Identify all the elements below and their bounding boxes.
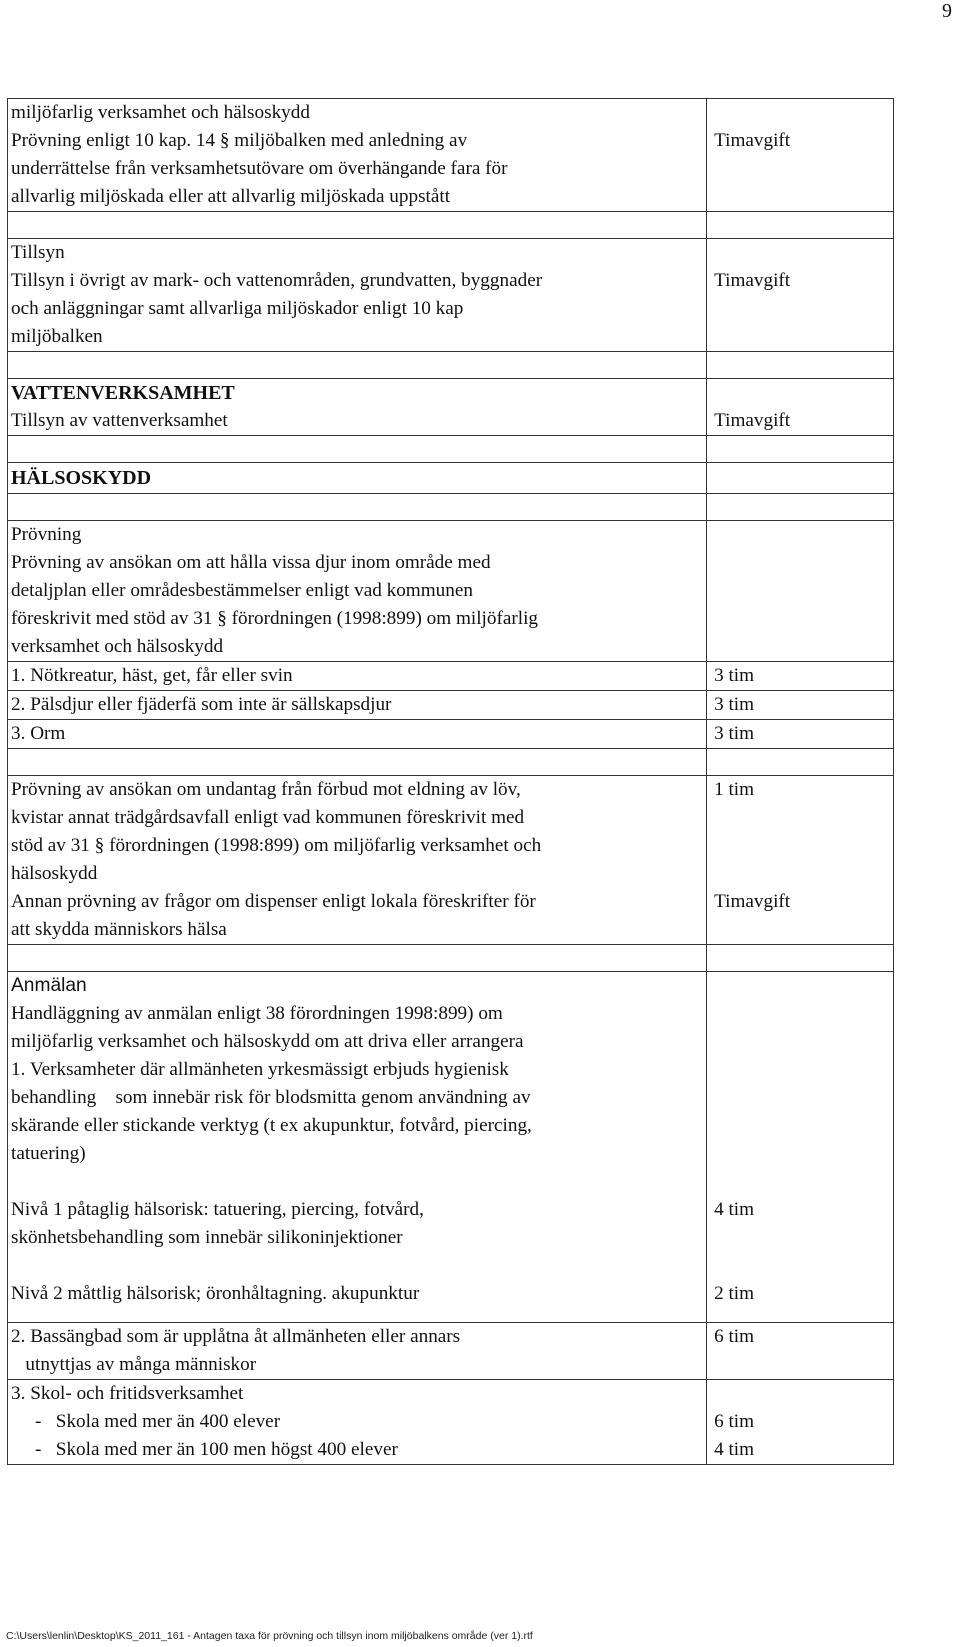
table-row bbox=[8, 379, 894, 436]
text-line: Prövning enligt 10 kap. 14 § miljöbalken med anledning av bbox=[11, 130, 468, 151]
fee-value: 6 tim bbox=[714, 1326, 755, 1347]
description-cell bbox=[8, 521, 707, 662]
fee-cell bbox=[707, 1323, 894, 1380]
fee-cell bbox=[707, 99, 894, 212]
text-line: underrättelse från verksamhetsutövare om överhängande fara för bbox=[11, 158, 508, 179]
fee-value: 6 tim bbox=[714, 1411, 755, 1432]
section-heading: VATTENVERKSAMHET bbox=[11, 382, 235, 404]
empty-row bbox=[8, 352, 894, 379]
fee-value: Timavgift bbox=[714, 130, 791, 151]
fee-cell bbox=[707, 720, 894, 749]
text-line: kvistar annat trädgårdsavfall enligt vad kommunen föreskrivit med bbox=[11, 807, 525, 828]
text-line: Tillsyn i övrigt av mark- och vattenområden, grundvatten, byggnader bbox=[11, 270, 543, 291]
text-line: allvarlig miljöskada eller att allvarlig miljöskada uppstått bbox=[11, 186, 451, 207]
fee-cell bbox=[707, 1380, 894, 1465]
fee-value: 3 tim bbox=[714, 665, 755, 686]
text-line: verksamhet och hälsoskydd bbox=[11, 636, 224, 657]
table-row bbox=[8, 776, 894, 945]
description-cell bbox=[8, 463, 707, 494]
fee-value: Timavgift bbox=[714, 270, 791, 291]
fee-cell bbox=[707, 521, 894, 662]
fee-table bbox=[7, 98, 894, 1465]
list-item: 3. Orm bbox=[11, 723, 66, 744]
fee-value: 4 tim bbox=[714, 1199, 755, 1220]
text-line: Nivå 2 måttlig hälsorisk; öronhåltagning. akupunktur bbox=[11, 1283, 420, 1304]
section-heading: HÄLSOSKYDD bbox=[11, 467, 152, 489]
fee-cell bbox=[707, 379, 894, 436]
fee-value: 2 tim bbox=[714, 1283, 755, 1304]
text-line: Prövning av ansökan om undantag från förbud mot eldning av löv, bbox=[11, 779, 521, 800]
fee-cell bbox=[707, 776, 894, 945]
description-cell bbox=[8, 1380, 707, 1465]
description-cell bbox=[8, 776, 707, 945]
fee-value: Timavgift bbox=[714, 891, 791, 912]
table-row bbox=[8, 1380, 894, 1465]
description-cell bbox=[8, 972, 707, 1323]
table-row bbox=[8, 720, 894, 749]
text-line: Annan prövning av frågor om dispenser enligt lokala föreskrifter för bbox=[11, 891, 536, 912]
text-line: Handläggning av anmälan enligt 38 förordningen 1998:899) om bbox=[11, 1003, 503, 1024]
empty-row bbox=[8, 749, 894, 776]
text-line: och anläggningar samt allvarliga miljöskador enligt 10 kap bbox=[11, 298, 464, 319]
text-line: behandling som innebär risk för blodsmitta genom användning av bbox=[11, 1087, 531, 1108]
description-cell bbox=[8, 239, 707, 352]
table-row bbox=[8, 662, 894, 691]
fee-cell bbox=[707, 691, 894, 720]
text-line: skärande eller stickande verktyg (t ex akupunktur, fotvård, piercing, bbox=[11, 1115, 532, 1136]
description-cell bbox=[8, 379, 707, 436]
table-row bbox=[8, 691, 894, 720]
fee-cell bbox=[707, 662, 894, 691]
text-line: Prövning av ansökan om att hålla vissa djur inom område med bbox=[11, 552, 491, 573]
fee-cell bbox=[707, 463, 894, 494]
fee-value: 3 tim bbox=[714, 723, 755, 744]
text-line: 3. Skol- och fritidsverksamhet bbox=[11, 1383, 244, 1404]
table-row bbox=[8, 521, 894, 662]
description-cell bbox=[8, 720, 707, 749]
text-line: miljöfarlig verksamhet och hälsoskydd om att driva eller arrangera bbox=[11, 1031, 524, 1052]
fee-value: 1 tim bbox=[714, 779, 755, 800]
description-cell bbox=[8, 691, 707, 720]
section-heading: Prövning bbox=[11, 524, 82, 545]
text-line: Tillsyn av vattenverksamhet bbox=[11, 410, 228, 431]
table-row bbox=[8, 1323, 894, 1380]
text-line: skönhetsbehandling som innebär silikoninjektioner bbox=[11, 1227, 403, 1248]
list-item: - Skola med mer än 100 men högst 400 elever bbox=[35, 1439, 398, 1460]
text-line: Nivå 1 påtaglig hälsorisk: tatuering, piercing, fotvård, bbox=[11, 1199, 424, 1220]
description-cell bbox=[8, 99, 707, 212]
text-line: 2. Bassängbad som är upplåtna åt allmänheten eller annars bbox=[11, 1326, 461, 1347]
list-item: - Skola med mer än 400 elever bbox=[35, 1411, 281, 1432]
text-line: föreskrivit med stöd av 31 § förordningen (1998:899) om miljöfarlig bbox=[11, 608, 539, 629]
text-line: hälsoskydd bbox=[11, 863, 98, 884]
table-row bbox=[8, 99, 894, 212]
empty-row bbox=[8, 212, 894, 239]
text-line: detaljplan eller områdesbestämmelser enligt vad kommunen bbox=[11, 580, 473, 601]
fee-value: Timavgift bbox=[714, 410, 791, 431]
text-line: 1. Verksamheter där allmänheten yrkesmässigt erbjuds hygienisk bbox=[11, 1059, 509, 1080]
text-line: miljöfarlig verksamhet och hälsoskydd bbox=[11, 102, 310, 123]
fee-value: 3 tim bbox=[714, 694, 755, 715]
table-row bbox=[8, 972, 894, 1323]
text-line: miljöbalken bbox=[11, 326, 103, 347]
table-row bbox=[8, 463, 894, 494]
empty-row bbox=[8, 436, 894, 463]
empty-row bbox=[8, 494, 894, 521]
fee-cell bbox=[707, 239, 894, 352]
text-line: att skydda människors hälsa bbox=[11, 919, 227, 940]
file-path-footer: C:\Users\lenlin\Desktop\KS_2011_161 - Antagen taxa för prövning och tillsyn inom miljöbalkens område (ver 1).rtf bbox=[6, 1630, 533, 1642]
text-line: stöd av 31 § förordningen (1998:899) om miljöfarlig verksamhet och bbox=[11, 835, 542, 856]
list-item: 2. Pälsdjur eller fjäderfä som inte är sällskapsdjur bbox=[11, 694, 392, 715]
description-cell bbox=[8, 1323, 707, 1380]
section-heading: Anmälan bbox=[11, 975, 87, 996]
text-line: tatuering) bbox=[11, 1143, 86, 1164]
list-item: 1. Nötkreatur, häst, get, får eller svin bbox=[11, 665, 293, 686]
fee-value: 4 tim bbox=[714, 1439, 755, 1460]
page-number: 9 bbox=[942, 0, 952, 22]
text-line: utnyttjas av många människor bbox=[11, 1354, 257, 1375]
empty-row bbox=[8, 945, 894, 972]
section-heading: Tillsyn bbox=[11, 242, 65, 263]
table-row bbox=[8, 239, 894, 352]
fee-cell bbox=[707, 972, 894, 1323]
description-cell bbox=[8, 662, 707, 691]
